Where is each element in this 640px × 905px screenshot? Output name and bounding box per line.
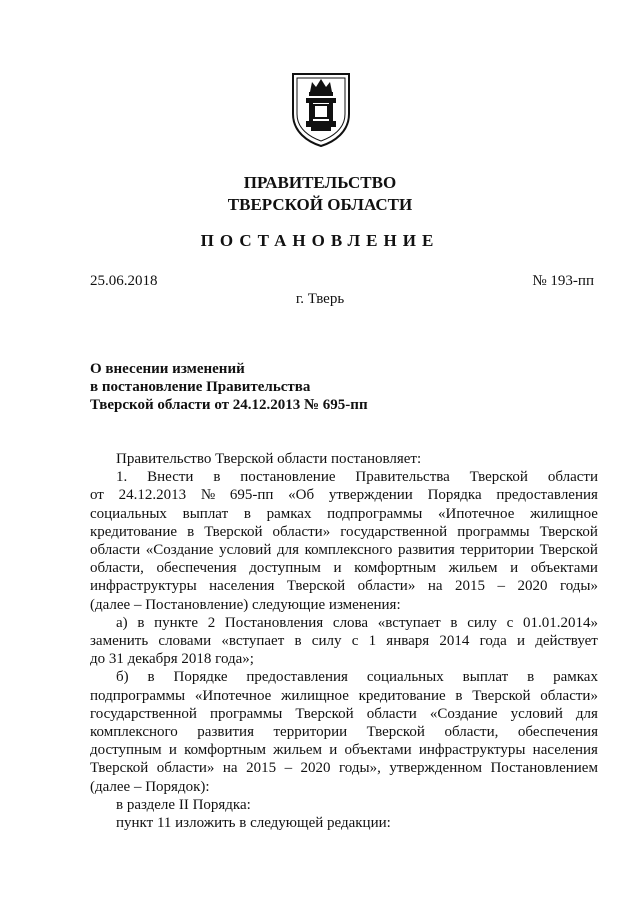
organization-name-line1: ПРАВИТЕЛЬСТВО	[243, 173, 397, 192]
body-line: кредитование в Тверской области» государственной программы Тверской	[90, 523, 598, 540]
document-subject	[90, 360, 410, 414]
subject-line: в постановление Правительства	[90, 379, 311, 395]
body-line: заменить словами «вступает в силу с 1 января 2014 года и действует	[90, 633, 598, 650]
document-city: г. Тверь	[295, 291, 345, 307]
body-line: Правительство Тверской области постановляет:	[116, 451, 422, 467]
body-line: 1. Внести в постановление Правительства Тверской области	[116, 469, 598, 486]
body-line: инфраструктуры населения Тверской области» на 2015 – 2020 годы»	[90, 578, 598, 595]
body-line: в разделе II Порядка:	[116, 796, 251, 813]
body-line: области «Создание условий для комплексного развития территории Тверской	[90, 542, 598, 559]
body-line: доступным и комфортным жильем и объектами инфраструктуры населения	[90, 742, 598, 759]
body-line: пункт 11 изложить в следующей редакции:	[116, 815, 391, 832]
body-line: области, обеспечения доступным и комфортным жильем и объектами	[90, 560, 598, 577]
body-line: комплексного развития территории Тверской области, обеспечения	[90, 724, 598, 741]
body-line: а) в пункте 2 Постановления слова «вступает в силу с 01.01.2014»	[116, 614, 598, 631]
body-line: государственной программы Тверской области «Создание условий для	[90, 705, 598, 722]
body-line: (далее – Постановление) следующие изменения:	[90, 596, 401, 613]
document-number: № 193-пп	[532, 273, 594, 289]
tver-region-coat-of-arms-icon	[290, 70, 352, 148]
document-date: 25.06.2018	[90, 273, 158, 289]
subject-line: Тверской области от 24.12.2013 № 695-пп	[90, 397, 368, 413]
body-line: до 31 декабря 2018 года»;	[90, 651, 254, 668]
body-line: (далее – Порядок):	[90, 778, 210, 795]
body-line: социальных выплат в рамках подпрограммы «Ипотечное жилищное	[90, 505, 598, 522]
body-line: от 24.12.2013 № 695-пп «Об утверждении Порядка предоставления	[90, 487, 598, 504]
document-body	[90, 450, 598, 832]
body-line: подпрограммы «Ипотечное жилищное кредитование в Тверской области»	[90, 687, 598, 704]
organization-name-line2: ТВЕРСКОЙ ОБЛАСТИ	[227, 195, 413, 214]
body-line: Тверской области» на 2015 – 2020 годы», утвержденном Постановлением	[90, 760, 598, 777]
subject-line: О внесении изменений	[90, 361, 245, 377]
document-type: ПОСТАНОВЛЕНИЕ	[200, 231, 440, 250]
body-line: б) в Порядке предоставления социальных выплат в рамках	[116, 669, 598, 686]
